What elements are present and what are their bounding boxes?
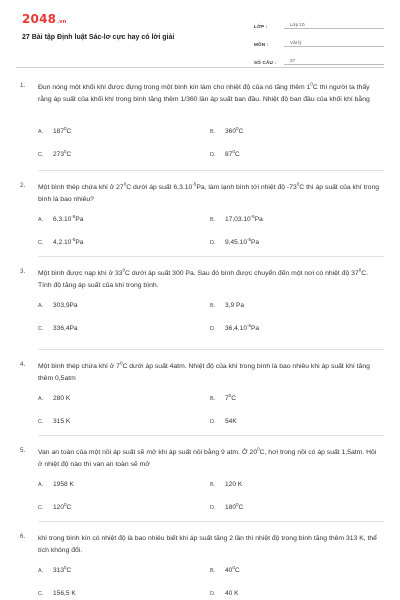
document-title: 27 Bài tập Định luật Sác-lơ cực hay có lời giải <box>22 34 175 41</box>
option-value: $17,03.10^{-5}Pa$ <box>225 213 263 223</box>
option-value: $313^0C$ <box>53 564 72 574</box>
option-value: $87^0C$ <box>225 148 240 158</box>
option-value: $4,2.10^{-5}Pa$ <box>53 236 84 246</box>
option-key: A. <box>38 482 44 488</box>
answer-option-b[interactable] <box>210 125 244 135</box>
option-value: $40^0C$ <box>225 564 240 574</box>
question-number: 3. <box>20 268 26 275</box>
meta-info <box>254 17 384 71</box>
answer-option-a[interactable] <box>38 213 84 223</box>
option-key: D. <box>210 505 216 511</box>
answer-option-b[interactable] <box>210 564 240 574</box>
option-key: D. <box>210 419 216 425</box>
question-text: Đun nóng một khối khí được đựng trong một bình kín làm cho nhiệt độ của nó tăng thêm $1^0C$ thì người ta thấy rằng áp suất của khối khí trong bình tăng thêm 1/360 lần áp suất ban đầu. Nhiệt độ ban đầu của khối khí bằng <box>38 81 370 103</box>
answer-option-a[interactable] <box>38 564 72 574</box>
option-value: $36,4.10^{-5}Pa$ <box>225 322 260 332</box>
answer-option-b[interactable] <box>210 481 242 488</box>
question-separator <box>38 170 384 171</box>
option-key: C. <box>38 591 44 597</box>
question-separator <box>38 349 384 350</box>
option-key: C. <box>38 152 44 158</box>
answer-option-c[interactable] <box>38 590 76 597</box>
option-value: 40 K <box>225 590 239 597</box>
answer-option-d[interactable] <box>210 418 237 425</box>
option-value: $187^0C$ <box>53 125 72 135</box>
option-value: 303,9Pa <box>53 302 78 309</box>
answer-option-d[interactable] <box>210 501 244 511</box>
question-separator <box>38 256 384 257</box>
header-divider <box>16 67 384 68</box>
option-key: A. <box>38 303 44 309</box>
meta-row-subject <box>254 35 384 47</box>
option-value: 156,5 K <box>53 590 76 597</box>
answer-option-a[interactable] <box>38 481 74 488</box>
option-value: 54K <box>225 418 237 425</box>
option-key: C. <box>38 505 44 511</box>
question-number: 1. <box>20 82 26 89</box>
option-value: 280 K <box>53 395 71 402</box>
logo-sub: .vn <box>57 19 67 25</box>
option-key: A. <box>38 396 44 402</box>
answer-option-d[interactable] <box>210 322 260 332</box>
meta-label: SỐ CÂU : <box>254 60 277 65</box>
meta-row-count <box>254 53 384 65</box>
answer-option-c[interactable] <box>38 236 84 246</box>
option-key: C. <box>38 419 44 425</box>
option-key: A. <box>38 129 44 135</box>
option-key: A. <box>38 217 44 223</box>
answer-option-b[interactable] <box>210 302 244 309</box>
option-key: D. <box>210 591 216 597</box>
option-key: C. <box>38 326 44 332</box>
option-value: $180^0C$ <box>225 501 244 511</box>
answer-option-c[interactable] <box>38 325 78 332</box>
question-separator <box>38 435 384 436</box>
option-value: $120^0C$ <box>53 501 72 511</box>
question-text: Một bình được nạp khí ở $33^0C$ dưới áp suất 300 Pa. Sau đó bình được chuyển đến một nơi có nhiệt độ $37^0C$. Tính độ tăng áp suất của khí trong bình. <box>38 267 369 289</box>
answer-option-a[interactable] <box>38 395 70 402</box>
option-key: C. <box>38 240 44 246</box>
answer-option-b[interactable] <box>210 392 236 402</box>
option-key: B. <box>210 217 216 223</box>
option-key: B. <box>210 568 216 574</box>
option-key: A. <box>38 568 44 574</box>
option-value: $360^0C$ <box>225 125 244 135</box>
question-text: khí trong bình kín có nhiệt độ là bao nhiêu biết khi áp suất tăng 2 lần thì nhiệt độ trong bình tăng thêm 313 K, thể tích không đổi. <box>38 535 377 554</box>
option-value: $7^0C$ <box>225 392 236 402</box>
question-separator <box>38 521 384 522</box>
option-key: D. <box>210 240 216 246</box>
answer-option-d[interactable] <box>210 148 240 158</box>
option-value: $6,3.10^{-5}Pa$ <box>53 213 84 223</box>
question-text: Một bình thép chứa khí ở $7^0C$ dưới áp suất 4atm. Nhiệt độ của khí trong bình là bao nhiêu khi áp suất khí tăng thêm 0,5atm <box>38 360 370 382</box>
answer-option-a[interactable] <box>38 125 72 135</box>
option-value: 336,4Pa <box>53 325 78 332</box>
answer-option-c[interactable] <box>38 148 72 158</box>
question-number: 6. <box>20 533 26 540</box>
logo-main: 2048 <box>22 12 57 26</box>
answer-option-b[interactable] <box>210 213 263 223</box>
question-number: 5. <box>20 447 26 454</box>
document-header <box>0 0 400 70</box>
question-text: Van an toàn của một nồi áp suất sẽ mở khi áp suất nồi bằng 9 atm. Ở $20^0C$, hơi trong nồi có áp suất 1,5atm. Hỏi ở nhiệt độ nào thì van an toàn sẽ mở <box>38 446 377 468</box>
question-number: 4. <box>20 361 26 368</box>
answer-option-c[interactable] <box>38 501 72 511</box>
answer-option-d[interactable] <box>210 236 260 246</box>
answer-option-a[interactable] <box>38 302 78 309</box>
option-value: 3,9 Pa <box>225 302 245 309</box>
option-value: 120 K <box>225 481 243 488</box>
meta-row-class <box>254 17 384 29</box>
option-value: 315 K <box>53 418 71 425</box>
question-number: 2. <box>20 182 26 189</box>
answer-option-c[interactable] <box>38 418 70 425</box>
option-key: D. <box>210 152 216 158</box>
option-value: 1958 K <box>53 481 74 488</box>
option-value: $9,45.10^{-5}Pa$ <box>225 236 260 246</box>
meta-value: Lớp 10 <box>284 22 384 29</box>
option-key: B. <box>210 303 216 309</box>
option-value: $273^0C$ <box>53 148 72 158</box>
option-key: B. <box>210 396 216 402</box>
site-logo[interactable] <box>22 12 67 26</box>
question-text: Một bình thép chứa khí ở $27^0C$ dưới áp suất $6,3.10^{-5}Pa$, làm lạnh bình tới nhiệt độ $-73^0C$ thì áp suất của khí trong bình là bao nhiêu? <box>38 181 380 203</box>
meta-value: Vật lý <box>284 40 384 47</box>
meta-label: LỚP : <box>254 24 268 29</box>
option-key: B. <box>210 482 216 488</box>
meta-label: MÔN : <box>254 42 269 47</box>
option-key: B. <box>210 129 216 135</box>
answer-option-d[interactable] <box>210 590 239 597</box>
option-key: D. <box>210 326 216 332</box>
meta-value: 27 <box>284 58 384 65</box>
